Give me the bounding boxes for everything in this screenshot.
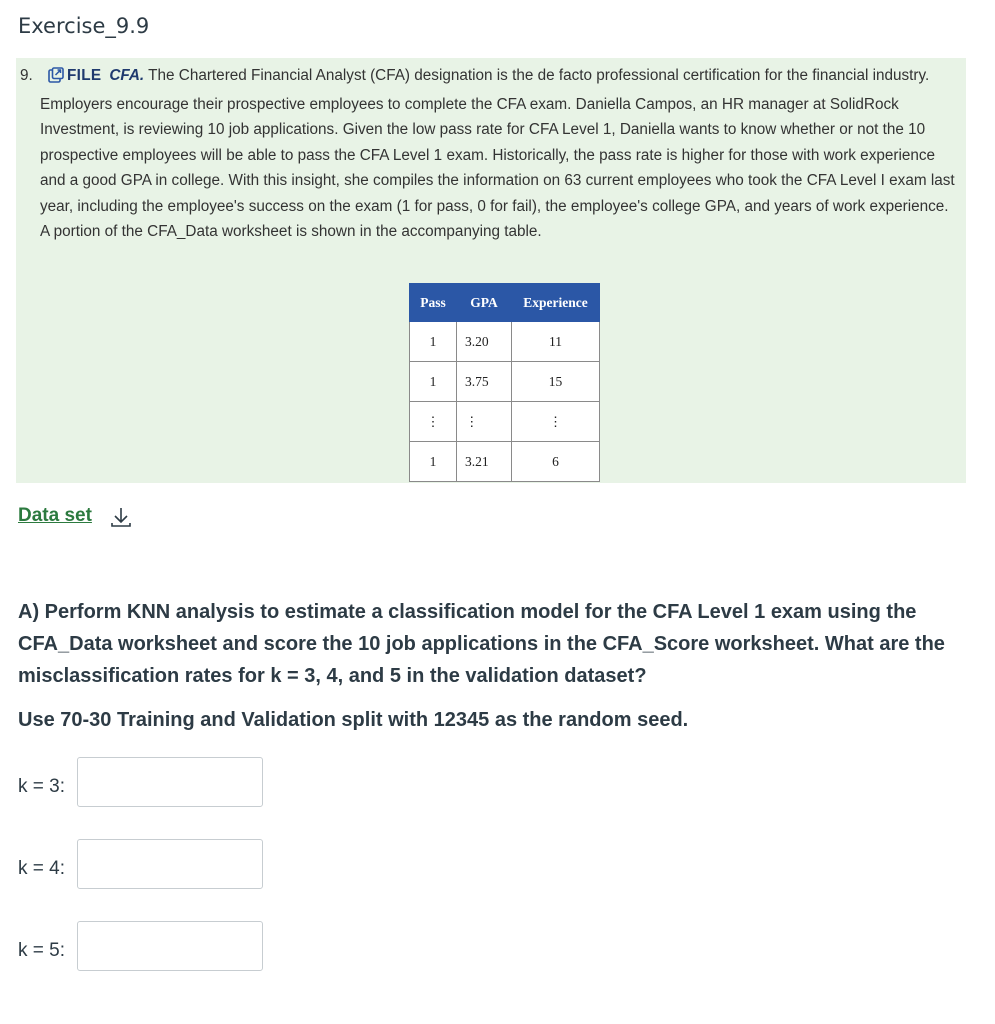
k3-label: k = 3: — [18, 776, 65, 797]
table-row — [410, 362, 600, 402]
question-number: 9. — [20, 67, 33, 84]
data-table — [409, 283, 600, 482]
k4-label: k = 4: — [18, 858, 65, 879]
table-cell: 3.20 — [457, 322, 512, 362]
problem-text — [20, 63, 955, 245]
table-header-pass: Pass — [410, 284, 457, 322]
table-header-gpa: GPA — [457, 284, 512, 322]
table-row — [410, 322, 600, 362]
table-row — [410, 442, 600, 482]
dataset-link[interactable]: Data set — [18, 505, 92, 526]
download-icon[interactable] — [110, 506, 132, 532]
k4-input[interactable] — [77, 839, 263, 889]
file-link-icon[interactable] — [48, 66, 64, 92]
table-cell: 11 — [512, 322, 600, 362]
problem-description: The Chartered Financial Analyst (CFA) designation is the de facto professional certification for the financial industry. Employers encourage their prospective employees to complete the CFA exam. Daniella Campos, an HR manager at SolidRock Investment, is reviewing 10 job applications. Given the low pass rate for CFA Level 1, Daniella wants to know whether or not the 10 prospective employees will be able to pass the CFA Level 1 exam. Historically, the pass rate is higher for those with work experience and a good GPA in college. With this insight, she compiles the information on 63 current employees who took the CFA Level I exam last year, including the employee's success on the exam (1 for pass, 0 for fail), the employee's college GPA, and years of work experience. A portion of the CFA_Data worksheet is shown in the accompanying table. — [40, 67, 955, 240]
page-title: Exercise_9.9 — [18, 14, 150, 38]
file-name: CFA. — [109, 67, 145, 84]
k3-input[interactable] — [77, 757, 263, 807]
table-cell: 3.21 — [457, 442, 512, 482]
table-cell: 15 — [512, 362, 600, 402]
question-text: A) Perform KNN analysis to estimate a classification model for the CFA Level 1 exam using the CFA_Data worksheet and score the 10 job applications in the CFA_Score worksheet. What are the misclassification rates for k = 3, 4, and 5 in the validation dataset? — [18, 601, 945, 687]
table-cell: 1 — [410, 362, 457, 402]
table-row — [410, 402, 600, 442]
table-cell: 1 — [410, 442, 457, 482]
table-header-experience: Experience — [512, 284, 600, 322]
problem-box — [16, 58, 966, 483]
table-cell: ⋮ — [410, 402, 457, 442]
table-cell: 6 — [512, 442, 600, 482]
table-cell: 1 — [410, 322, 457, 362]
k5-label: k = 5: — [18, 940, 65, 961]
table-cell: ⋮ — [457, 402, 512, 442]
file-label: FILE — [67, 67, 102, 84]
table-cell: ⋮ — [512, 402, 600, 442]
table-cell: 3.75 — [457, 362, 512, 402]
k5-input[interactable] — [77, 921, 263, 971]
instruction-text: Use 70-30 Training and Validation split with 12345 as the random seed. — [18, 709, 689, 731]
